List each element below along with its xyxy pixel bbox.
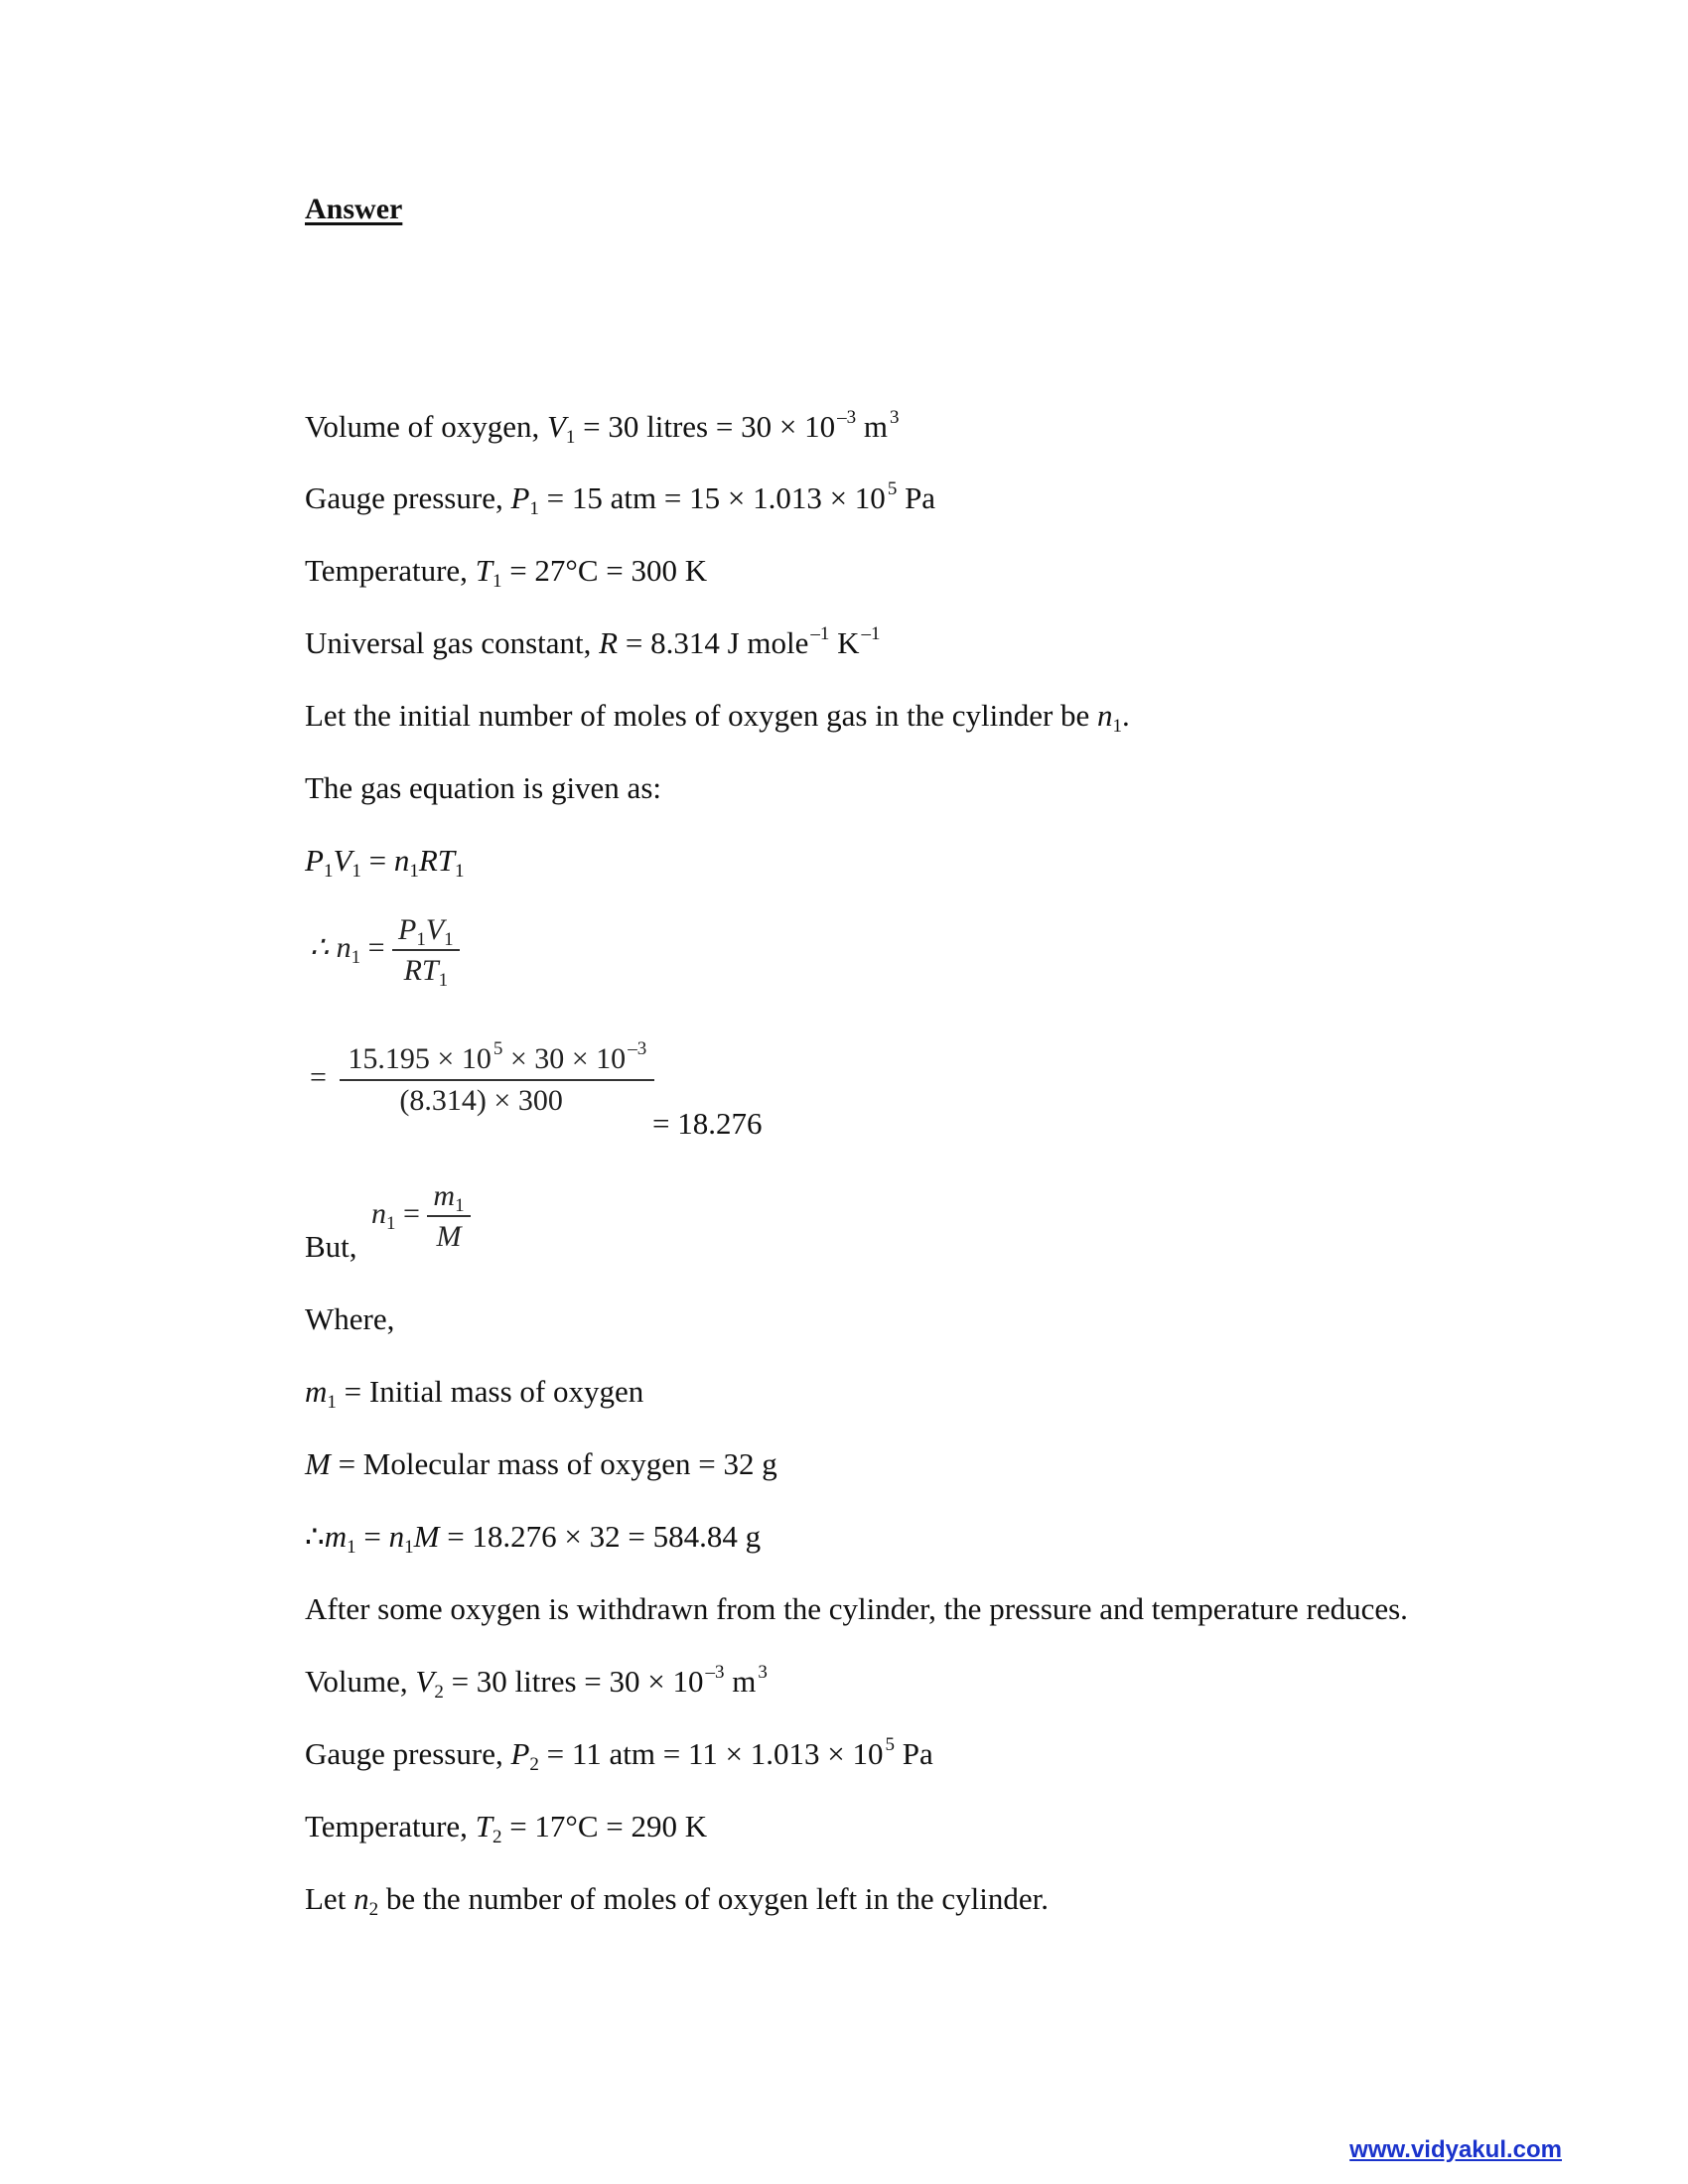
vidyakul-link[interactable]: www.vidyakul.com [1349,2136,1562,2163]
equation-n1-mass [371,1179,471,1253]
text: m [724,1664,757,1699]
remaining-moles-line [305,1881,1049,1920]
text: Let [305,1881,354,1916]
text: Pa [897,480,936,515]
sup: 3 [889,407,900,428]
initial-mass-def [305,1374,644,1413]
sub: 1 [455,861,465,882]
molecular-mass-def [305,1448,777,1479]
equals: = [310,1060,327,1094]
gas-equation-intro: The gas equation is given as: [305,770,661,805]
sup: 5 [887,478,898,499]
var: n [371,1196,386,1230]
sub: 1 [352,861,361,882]
sub: 2 [529,1754,539,1775]
where-label: Where, [305,1301,395,1336]
eq-prefix: ∴ $n_1$ = [310,930,393,968]
var: RT [418,843,456,878]
var: R [599,625,619,660]
text: = [355,1519,389,1554]
text: Gauge pressure, [305,480,511,515]
sub: 1 [327,1392,337,1413]
text: = 18.276 × 32 = 584.84 g [439,1519,762,1554]
text: Pa [895,1736,933,1771]
numerator: $P_1V_1$ [392,913,460,951]
text: be the number of moles of oxygen left in the cylinder. [378,1881,1049,1916]
var: n [353,1881,369,1916]
var: m [305,1374,328,1409]
numerator: 15.195 × 10 $^5$ × 30 × 10 $^{-3}$ [340,1042,654,1081]
text: m [856,409,888,444]
pressure2-line [305,1734,933,1775]
text: = 27°C = 300 K [501,553,708,588]
gas-equation [305,843,465,882]
text: = 30 litres = 30 × 10 [575,409,836,444]
var: P [510,1736,530,1771]
denominator: $RT_1$ [403,954,449,991]
sub: 1 [347,1537,356,1558]
sup: 5 [885,1734,896,1755]
sub: 1 [404,1537,414,1558]
text: = 15 atm = 15 × 1.013 × 10 [538,480,886,515]
sub: 2 [434,1682,444,1703]
text: Volume of oxygen, [305,409,547,444]
volume2-line [305,1662,768,1703]
sub: 1 [323,861,334,882]
fraction [427,1179,470,1253]
sub: 1 [1112,716,1123,737]
sup: –3 [837,407,857,428]
text: = 30 litres = 30 × 10 [443,1664,704,1699]
var: n [1097,698,1113,733]
var: n [393,843,410,878]
var: n [388,1519,405,1554]
text: Gauge pressure, [305,1736,511,1771]
var: V [333,843,352,878]
sub: 2 [492,1827,502,1847]
sub: 1 [386,1212,396,1234]
moles-result: = 18.276 [652,1106,763,1141]
text: = 8.314 J mole [618,625,809,660]
var: P [305,843,324,878]
but-label: But, [305,1229,357,1264]
text: Let the initial number of moles of oxygen gas in the cylinder be [305,698,1098,733]
sup: –3 [705,1662,725,1683]
equation-n1-fraction [310,913,460,991]
gas-constant-line [305,623,881,660]
withdrawal-sentence: After some oxygen is withdrawn from the cylinder, the pressure and temperature reduces. [305,1591,1408,1626]
fraction [340,1038,654,1117]
sub: 2 [368,1899,379,1920]
equation-numeric-fraction [310,1038,654,1117]
denominator: M [436,1220,462,1253]
text: = 17°C = 290 K [501,1809,708,1843]
var: V [546,409,566,444]
text: . [1122,698,1130,733]
sup: 3 [758,1662,768,1683]
sub: 1 [529,498,539,519]
text: K [829,625,860,660]
sub: 1 [565,427,576,448]
var: P [510,480,530,515]
text: Volume, [305,1664,416,1699]
initial-mass-calc [305,1519,762,1558]
fraction [392,913,460,991]
answer-heading: Answer [305,193,403,225]
sup: –1 [861,623,881,644]
text: Temperature, [305,1809,476,1843]
text: Universal gas constant, [305,625,600,660]
text: = Initial mass of oxygen [336,1374,644,1409]
var: m [324,1519,348,1554]
var: M [413,1519,440,1554]
numerator: $m_1$ [427,1179,470,1217]
temperature-line [305,553,708,592]
denominator: (8.314) × 300 [399,1084,563,1117]
text: = 11 atm = 11 × 1.013 × 10 [538,1736,884,1771]
therefore: ∴ [305,1519,325,1554]
text: Temperature, [305,553,476,588]
sup: –1 [810,623,830,644]
initial-moles-line [305,698,1130,737]
sub: 1 [492,571,502,592]
var: M [305,1446,331,1481]
text: = [360,843,394,878]
sub: 1 [409,861,419,882]
equals: = [395,1196,428,1230]
var: T [475,553,492,588]
text: = Molecular mass of oxygen = 32 g [330,1446,777,1481]
var: T [475,1809,492,1843]
pressure-line [305,478,936,519]
var: V [415,1664,435,1699]
temperature2-line [305,1809,708,1847]
volume-line [305,407,900,448]
